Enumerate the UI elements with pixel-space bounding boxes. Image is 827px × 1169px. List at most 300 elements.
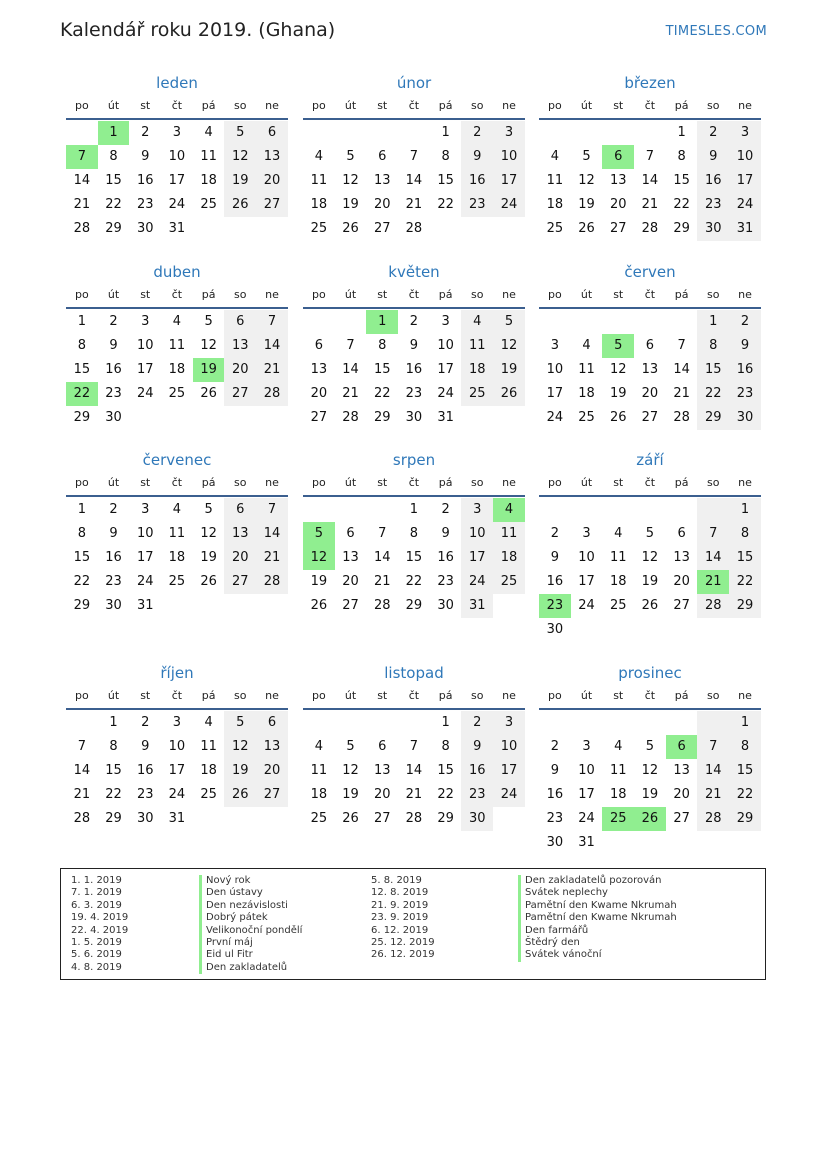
day-cell: 12 xyxy=(609,362,627,377)
weekday-label: pá xyxy=(201,476,216,489)
weekday-label: so xyxy=(234,689,247,702)
day-cell: 29 xyxy=(437,811,454,826)
day-cell: 14 xyxy=(256,522,288,546)
day-cell: 1 xyxy=(441,125,450,140)
day-cell: 4 xyxy=(582,338,591,353)
day-cell: 25 xyxy=(546,221,564,236)
month-červenec xyxy=(66,449,288,618)
day-cell: 5 xyxy=(346,739,355,754)
weekday-header xyxy=(66,285,288,309)
empty-cell xyxy=(666,310,698,334)
empty-cell xyxy=(571,121,603,145)
day-cell: 16 xyxy=(461,169,493,193)
weekday-label: čt xyxy=(171,99,183,112)
day-cell: 12 xyxy=(641,763,659,778)
day-cell: 28 xyxy=(256,382,288,406)
legend-dates-col-1 xyxy=(71,875,128,974)
day-cell: 10 xyxy=(578,763,595,778)
day-cell: 17 xyxy=(578,574,595,589)
day-cell: 26 xyxy=(310,598,328,613)
weekday-label: so xyxy=(471,288,484,301)
day-cell: 15 xyxy=(729,759,761,783)
weekday-header xyxy=(539,96,761,120)
day-cell: 7 xyxy=(409,739,419,754)
day-cell: 22 xyxy=(673,197,690,212)
weekday-header xyxy=(303,473,525,497)
weekday-label: čt xyxy=(408,476,420,489)
weekday-label: pá xyxy=(438,689,453,702)
holiday-name: První máj xyxy=(199,937,302,949)
day-cell: 18 xyxy=(168,550,186,565)
day-cell: 9 xyxy=(141,739,150,754)
weekday-label: čt xyxy=(408,288,420,301)
day-cell: 21 xyxy=(373,574,391,589)
day-cell: 10 xyxy=(493,735,525,759)
day-cell: 14 xyxy=(405,763,423,778)
day-cell: 10 xyxy=(168,739,186,754)
empty-cell xyxy=(634,498,666,522)
empty-cell xyxy=(335,310,367,334)
day-cell: 15 xyxy=(105,763,122,778)
empty-cell xyxy=(539,121,571,145)
day-grid xyxy=(303,711,525,831)
weekday-label: so xyxy=(234,476,247,489)
day-cell: 21 xyxy=(697,783,729,807)
day-cell: 20 xyxy=(673,787,690,802)
holiday-day-cell: 1 xyxy=(98,121,130,145)
holiday-date: 25. 12. 2019 xyxy=(371,936,435,948)
weekday-header xyxy=(303,285,525,309)
day-cell: 19 xyxy=(641,787,659,802)
empty-cell xyxy=(697,711,729,735)
day-cell: 4 xyxy=(614,526,623,541)
weekday-label: pá xyxy=(201,689,216,702)
weekday-label: po xyxy=(547,288,562,301)
holiday-date: 21. 9. 2019 xyxy=(371,899,429,911)
weekday-label: st xyxy=(613,476,624,489)
day-cell: 8 xyxy=(729,735,761,759)
month-říjen xyxy=(66,662,288,831)
day-cell: 24 xyxy=(168,787,186,802)
site-link[interactable]: TIMESLES.COM xyxy=(665,24,767,39)
day-cell: 14 xyxy=(673,362,690,377)
day-cell: 17 xyxy=(437,362,454,377)
empty-cell xyxy=(602,711,634,735)
day-cell: 3 xyxy=(493,711,525,735)
day-cell: 11 xyxy=(168,338,186,353)
day-cell: 27 xyxy=(224,382,256,406)
day-cell: 1 xyxy=(697,310,729,334)
day-cell: 31 xyxy=(136,598,154,613)
day-cell: 29 xyxy=(105,811,122,826)
day-cell: 31 xyxy=(578,835,595,850)
weekday-label: čt xyxy=(408,99,420,112)
weekday-label: út xyxy=(107,288,120,301)
day-cell: 4 xyxy=(550,149,559,164)
weekday-header xyxy=(66,473,288,497)
month-name: srpen xyxy=(392,451,436,469)
day-cell: 30 xyxy=(105,410,122,425)
day-cell: 17 xyxy=(493,759,525,783)
day-cell: 16 xyxy=(405,362,423,377)
day-cell: 24 xyxy=(493,783,525,807)
weekday-label: ne xyxy=(738,288,752,301)
weekday-label: po xyxy=(547,476,562,489)
day-cell: 5 xyxy=(493,310,525,334)
holiday-day-cell: 12 xyxy=(303,546,335,570)
day-cell: 2 xyxy=(409,314,419,329)
month-name: duben xyxy=(153,263,201,281)
day-cell: 5 xyxy=(645,739,655,754)
day-cell: 13 xyxy=(641,362,659,377)
holiday-date: 6. 12. 2019 xyxy=(371,924,429,936)
day-cell: 9 xyxy=(441,526,450,541)
day-cell: 16 xyxy=(546,574,564,589)
day-cell: 30 xyxy=(136,221,154,236)
day-cell: 22 xyxy=(373,386,391,401)
month-únor xyxy=(303,72,525,241)
day-cell: 16 xyxy=(461,759,493,783)
day-cell: 30 xyxy=(136,811,154,826)
day-cell: 10 xyxy=(578,550,595,565)
day-cell: 27 xyxy=(310,410,328,425)
day-cell: 26 xyxy=(641,598,659,613)
weekday-label: čt xyxy=(408,689,420,702)
day-cell: 6 xyxy=(314,338,323,353)
holiday-name: Pamětní den Kwame Nkrumah xyxy=(518,900,677,912)
day-cell: 21 xyxy=(405,197,423,212)
day-cell: 8 xyxy=(697,334,729,358)
day-cell: 8 xyxy=(109,739,118,754)
holiday-date: 7. 1. 2019 xyxy=(71,887,122,899)
holiday-date: 5. 8. 2019 xyxy=(371,875,422,886)
day-cell: 26 xyxy=(200,574,217,589)
day-cell: 19 xyxy=(224,759,256,783)
weekday-label: ne xyxy=(265,288,279,301)
day-cell: 28 xyxy=(373,598,391,613)
day-cell: 13 xyxy=(224,522,256,546)
day-cell: 15 xyxy=(405,550,423,565)
day-cell: 25 xyxy=(310,811,328,826)
legend-dates-col-2 xyxy=(371,875,435,962)
month-květen xyxy=(303,261,525,430)
empty-cell xyxy=(366,121,398,145)
day-cell: 28 xyxy=(342,410,359,425)
day-cell: 17 xyxy=(136,550,154,565)
day-cell: 2 xyxy=(441,502,450,517)
day-cell: 11 xyxy=(461,334,493,358)
day-cell: 22 xyxy=(437,197,454,212)
day-cell: 2 xyxy=(550,526,559,541)
weekday-header xyxy=(66,96,288,120)
day-cell: 5 xyxy=(645,526,655,541)
day-cell: 7 xyxy=(645,149,655,164)
day-cell: 22 xyxy=(105,197,122,212)
day-cell: 5 xyxy=(204,502,213,517)
day-cell: 30 xyxy=(729,406,761,430)
day-cell: 25 xyxy=(200,787,217,802)
empty-cell xyxy=(697,498,729,522)
day-cell: 21 xyxy=(256,546,288,570)
day-cell: 23 xyxy=(461,193,493,217)
weekday-label: st xyxy=(140,476,151,489)
day-cell: 25 xyxy=(168,574,186,589)
day-cell: 28 xyxy=(73,811,91,826)
day-cell: 9 xyxy=(697,145,729,169)
day-cell: 14 xyxy=(73,173,91,188)
day-cell: 24 xyxy=(493,193,525,217)
day-cell: 3 xyxy=(729,121,761,145)
day-cell: 15 xyxy=(673,173,690,188)
holiday-day-cell: 7 xyxy=(66,145,98,169)
day-cell: 4 xyxy=(314,149,323,164)
day-cell: 23 xyxy=(437,574,454,589)
weekday-label: so xyxy=(471,689,484,702)
weekday-label: so xyxy=(234,99,247,112)
day-cell: 18 xyxy=(578,386,595,401)
day-cell: 30 xyxy=(546,622,564,637)
day-cell: 23 xyxy=(105,386,122,401)
weekday-label: so xyxy=(471,476,484,489)
weekday-label: pá xyxy=(201,99,216,112)
weekday-label: po xyxy=(547,99,562,112)
day-cell: 25 xyxy=(461,382,493,406)
day-cell: 28 xyxy=(256,570,288,594)
weekday-label: so xyxy=(707,689,720,702)
day-cell: 24 xyxy=(461,570,493,594)
day-cell: 16 xyxy=(546,787,564,802)
day-cell: 10 xyxy=(729,145,761,169)
day-cell: 2 xyxy=(141,125,150,140)
day-cell: 4 xyxy=(204,715,213,730)
day-cell: 10 xyxy=(493,145,525,169)
weekday-label: ne xyxy=(502,288,516,301)
day-cell: 23 xyxy=(729,382,761,406)
empty-cell xyxy=(634,121,666,145)
day-cell: 29 xyxy=(373,410,391,425)
holiday-name: Den zakladatelů pozorován xyxy=(518,875,677,887)
day-cell: 27 xyxy=(256,193,288,217)
day-cell: 12 xyxy=(200,526,217,541)
day-cell: 22 xyxy=(729,570,761,594)
day-cell: 27 xyxy=(256,783,288,807)
day-cell: 18 xyxy=(609,574,627,589)
weekday-label: so xyxy=(471,99,484,112)
day-cell: 23 xyxy=(461,783,493,807)
weekday-label: út xyxy=(107,99,120,112)
day-cell: 22 xyxy=(105,787,122,802)
day-cell: 26 xyxy=(224,783,256,807)
day-cell: 9 xyxy=(109,338,118,353)
day-cell: 27 xyxy=(224,570,256,594)
weekday-label: út xyxy=(344,689,357,702)
day-cell: 24 xyxy=(437,386,454,401)
day-cell: 12 xyxy=(641,550,659,565)
empty-cell xyxy=(571,310,603,334)
day-cell: 3 xyxy=(550,338,559,353)
weekday-label: čt xyxy=(171,288,183,301)
holiday-name: Nový rok xyxy=(199,875,302,887)
day-cell: 31 xyxy=(729,217,761,241)
day-cell: 30 xyxy=(697,217,729,241)
day-cell: 12 xyxy=(578,173,595,188)
day-cell: 19 xyxy=(200,550,217,565)
holiday-name: Eid ul Fitr xyxy=(199,949,302,961)
day-cell: 13 xyxy=(673,550,690,565)
holiday-date: 12. 8. 2019 xyxy=(371,887,429,899)
weekday-label: po xyxy=(311,99,326,112)
weekday-label: út xyxy=(344,99,357,112)
day-cell: 19 xyxy=(224,169,256,193)
day-cell: 28 xyxy=(697,807,729,831)
holiday-day-cell: 26 xyxy=(634,807,666,831)
day-cell: 2 xyxy=(141,715,150,730)
day-cell: 21 xyxy=(342,386,359,401)
weekday-label: čt xyxy=(171,476,183,489)
day-cell: 23 xyxy=(546,811,564,826)
weekday-label: út xyxy=(580,476,593,489)
empty-cell xyxy=(539,310,571,334)
month-name: červen xyxy=(624,263,676,281)
day-cell: 30 xyxy=(546,835,564,850)
weekday-label: po xyxy=(74,288,89,301)
day-cell: 20 xyxy=(310,386,328,401)
month-name: prosinec xyxy=(618,664,682,682)
day-cell: 23 xyxy=(697,193,729,217)
day-grid xyxy=(66,121,288,241)
day-cell: 17 xyxy=(168,763,186,778)
day-cell: 14 xyxy=(373,550,391,565)
day-cell: 24 xyxy=(136,386,154,401)
day-cell: 17 xyxy=(136,362,154,377)
day-cell: 18 xyxy=(310,787,328,802)
day-cell: 31 xyxy=(168,221,186,236)
day-cell: 21 xyxy=(73,787,91,802)
legend-names-col-1 xyxy=(199,875,302,974)
empty-cell xyxy=(539,498,571,522)
day-cell: 29 xyxy=(673,221,690,236)
day-cell: 25 xyxy=(493,570,525,594)
weekday-label: po xyxy=(311,476,326,489)
day-cell: 14 xyxy=(641,173,659,188)
day-cell: 27 xyxy=(609,221,627,236)
month-duben xyxy=(66,261,288,430)
day-cell: 31 xyxy=(168,811,186,826)
day-cell: 13 xyxy=(310,362,328,377)
day-cell: 25 xyxy=(168,386,186,401)
weekday-label: út xyxy=(107,689,120,702)
weekday-header xyxy=(303,96,525,120)
holiday-name: Den zakladatelů xyxy=(199,962,302,974)
day-cell: 15 xyxy=(73,362,91,377)
day-cell: 14 xyxy=(256,334,288,358)
day-cell: 6 xyxy=(224,310,256,334)
day-cell: 7 xyxy=(256,498,288,522)
weekday-label: po xyxy=(74,689,89,702)
empty-cell xyxy=(335,711,367,735)
day-cell: 12 xyxy=(342,173,359,188)
weekday-label: st xyxy=(377,689,388,702)
holiday-date: 5. 6. 2019 xyxy=(71,949,122,961)
weekday-label: ne xyxy=(502,476,516,489)
day-cell: 5 xyxy=(224,711,256,735)
day-cell: 10 xyxy=(461,522,493,546)
day-cell: 13 xyxy=(373,763,391,778)
day-cell: 20 xyxy=(256,759,288,783)
day-cell: 15 xyxy=(105,173,122,188)
day-cell: 13 xyxy=(256,735,288,759)
day-cell: 6 xyxy=(378,739,387,754)
day-cell: 29 xyxy=(697,406,729,430)
day-cell: 27 xyxy=(641,410,659,425)
empty-cell xyxy=(634,310,666,334)
day-cell: 19 xyxy=(342,197,359,212)
day-cell: 27 xyxy=(673,811,690,826)
empty-cell xyxy=(303,310,335,334)
weekday-label: út xyxy=(344,288,357,301)
holiday-day-cell: 25 xyxy=(602,807,634,831)
weekday-label: so xyxy=(707,476,720,489)
day-cell: 20 xyxy=(224,546,256,570)
month-name: březen xyxy=(624,74,676,92)
weekday-label: pá xyxy=(438,99,453,112)
day-cell: 29 xyxy=(405,598,423,613)
day-cell: 1 xyxy=(409,502,419,517)
day-cell: 15 xyxy=(73,550,91,565)
day-cell: 20 xyxy=(641,386,659,401)
day-cell: 16 xyxy=(105,550,122,565)
day-cell: 30 xyxy=(461,807,493,831)
holiday-day-cell: 6 xyxy=(602,145,634,169)
holiday-name: Dobrý pátek xyxy=(199,912,302,924)
day-cell: 8 xyxy=(77,526,86,541)
day-cell: 13 xyxy=(224,334,256,358)
day-cell: 24 xyxy=(729,193,761,217)
weekday-label: po xyxy=(311,689,326,702)
day-cell: 21 xyxy=(256,358,288,382)
day-grid xyxy=(303,121,525,241)
day-cell: 17 xyxy=(493,169,525,193)
month-name: listopad xyxy=(384,664,444,682)
day-cell: 18 xyxy=(310,197,328,212)
weekday-label: čt xyxy=(171,689,183,702)
empty-cell xyxy=(66,121,98,145)
day-cell: 5 xyxy=(204,314,213,329)
weekday-label: so xyxy=(234,288,247,301)
empty-cell xyxy=(571,498,603,522)
day-cell: 4 xyxy=(172,314,182,329)
day-cell: 29 xyxy=(73,598,91,613)
day-cell: 3 xyxy=(441,314,450,329)
day-cell: 27 xyxy=(373,811,391,826)
day-cell: 12 xyxy=(224,735,256,759)
holiday-name: Den ústavy xyxy=(199,887,302,899)
weekday-header xyxy=(539,285,761,309)
holiday-date: 1. 1. 2019 xyxy=(71,875,122,886)
day-cell: 3 xyxy=(141,502,150,517)
day-cell: 31 xyxy=(461,594,493,618)
day-cell: 14 xyxy=(697,759,729,783)
day-cell: 21 xyxy=(673,386,690,401)
day-cell: 28 xyxy=(405,221,423,236)
month-listopad xyxy=(303,662,525,831)
empty-cell xyxy=(303,711,335,735)
day-cell: 28 xyxy=(405,811,423,826)
holiday-day-cell: 1 xyxy=(366,310,398,334)
day-cell: 26 xyxy=(342,811,359,826)
day-cell: 6 xyxy=(346,526,355,541)
day-cell: 9 xyxy=(109,526,118,541)
